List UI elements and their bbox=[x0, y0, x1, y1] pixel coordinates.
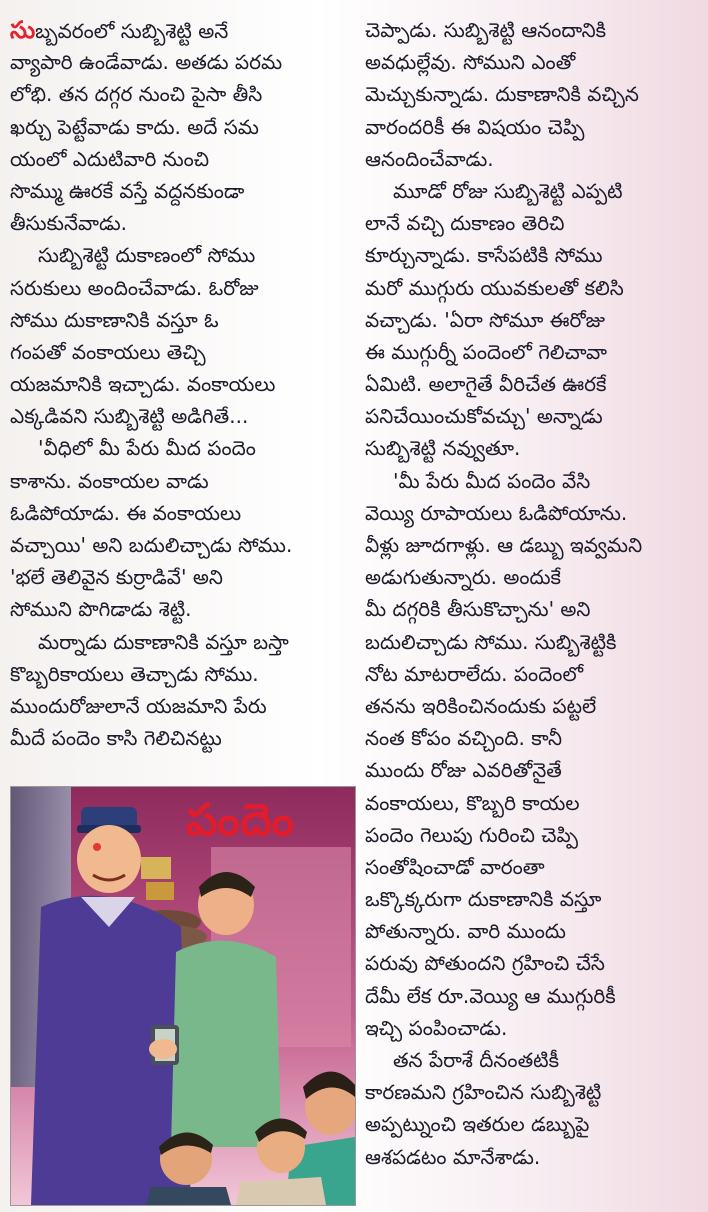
story-line: వంకాయలు, కొబ్బరి కాయల bbox=[365, 790, 580, 815]
story-line: తీసుకునేవాడు. bbox=[10, 211, 128, 236]
story-line: యంలో ఎదుటివారి నుంచి bbox=[10, 146, 210, 171]
story-line: ఆనందించేవాడు. bbox=[365, 146, 494, 171]
story-line: ఎక్కడివని సుబ్బిశెట్టి అడిగితే... bbox=[10, 404, 249, 429]
story-line: సరుకులు అందించేవాడు. ఓరోజు bbox=[10, 275, 259, 300]
story-line: సంతోషించాడో వారంతా bbox=[365, 854, 545, 879]
story-line: పరువు పోతుందని గ్రహించి చేసే bbox=[365, 951, 605, 976]
story-line: ఆశపడటం మానేశాడు. bbox=[365, 1144, 541, 1169]
first-line-rest: బ్బవరంలో సుబ్బిశెట్టి అనే bbox=[35, 19, 229, 43]
story-line: మెచ్చుకున్నాడు. దుకాణానికి వచ్చిన bbox=[365, 82, 639, 107]
story-line: ముందురోజులానే యజమాని పేరు bbox=[10, 693, 267, 718]
story-line: అవధుల్లేవు. సోముని ఎంతో bbox=[365, 50, 576, 75]
story-line: ఏమిటి. అలాగైతే వీరిచేత ఊరకే bbox=[365, 372, 607, 397]
story-line: పనిచేయించుకోవచ్చు' అన్నాడు bbox=[365, 404, 603, 429]
story-line: వీళ్లు జూదగాళ్లు. ఆ డబ్బు ఇవ్వమని bbox=[365, 533, 643, 557]
story-title: పందెం bbox=[186, 795, 295, 846]
story-line: బదులిచ్చాడు సోము. సుబ్బిశెట్టికి bbox=[365, 629, 617, 654]
story-line: తన పేరాశే దీనంతటికీ bbox=[393, 1048, 560, 1072]
story-line: నంత కోపం వచ్చింది. కానీ bbox=[365, 726, 563, 751]
story-line: తనను ఇరికించినందుకు పట్టలే bbox=[365, 693, 597, 718]
story-line: కొబ్బరికాయలు తెచ్చాడు సోము. bbox=[10, 661, 259, 686]
story-line: ఒక్కొక్కరుగా దుకాణానికి వస్తూ bbox=[365, 887, 602, 912]
story-line: 'వీధిలో మీ పేరు మీద పందెం bbox=[38, 436, 256, 461]
story-line: మరో ముగ్గురు యువకులతో కలిసి bbox=[365, 275, 624, 300]
story-line: అప్పట్నుంచి ఇతరుల డబ్బుపై bbox=[365, 1112, 590, 1137]
story-line: ఓడిపోయాడు. ఈ వంకాయలు bbox=[10, 500, 242, 525]
story-line: సోము దుకాణానికి వస్తూ ఓ bbox=[10, 307, 219, 332]
story-illustration bbox=[10, 786, 356, 1206]
story-line: కాశాను. వంకాయల వాడు bbox=[10, 468, 209, 493]
story-line: గంపతో వంకాయలు తెచ్చి bbox=[10, 339, 206, 364]
story-line: యజమానికి ఇచ్చాడు. వంకాయలు bbox=[10, 372, 276, 397]
story-line: సోముని పొగిడాడు శెట్టి. bbox=[10, 597, 192, 622]
story-line: చెప్పాడు. సుబ్బిశెట్టి ఆనందానికి bbox=[365, 18, 607, 42]
story-line: మీదే పందెం కాసి గెలిచినట్టు bbox=[10, 726, 222, 751]
story-line: 'భలే తెలివైన కుర్రాడివే' అని bbox=[10, 565, 223, 590]
story-line: కూర్చున్నాడు. కాసేపటికి సోము bbox=[365, 243, 603, 268]
drop-cap: సు bbox=[10, 16, 36, 44]
story-line: వ్యాపారి ఉండేవాడు. అతడు పరమ bbox=[10, 50, 283, 75]
story-line: దేమీ లేక రూ.వెయ్యి ఆ ముగ్గురికీ bbox=[365, 983, 616, 1008]
story-line: ఈ ముగ్గుర్నీ పందెంలో గెలిచావా bbox=[365, 339, 607, 364]
story-line-1 bbox=[10, 14, 350, 46]
story-line: లానే వచ్చి దుకాణం తెరిచి bbox=[365, 211, 565, 236]
story-line: 'మీ పేరు మీద పందెం వేసి bbox=[393, 468, 591, 493]
story-line: పందెం గెలుపు గురించి చెప్పి bbox=[365, 822, 578, 847]
story-line: పోతున్నారు. వారి ముందు bbox=[365, 919, 566, 944]
story-line: నోట మాటరాలేదు. పందెంలో bbox=[365, 661, 584, 686]
story-line: సుబ్బిశెట్టి నవ్వుతూ. bbox=[365, 436, 521, 461]
story-line: లోభి. తన దగ్గర నుంచి పైసా తీసి bbox=[10, 82, 263, 107]
story-line: మర్నాడు దుకాణానికి వస్తూ బస్తా bbox=[38, 629, 289, 654]
story-line: సొమ్ము ఊరకే వస్తే వద్దనకుండా bbox=[10, 178, 245, 203]
story-line: వచ్చాయి' అని బదులిచ్చాడు సోము. bbox=[10, 533, 293, 557]
story-line: వెయ్యి రూపాయలు ఓడిపోయాను. bbox=[365, 500, 628, 525]
story-line: మీ దగ్గరికి తీసుకొచ్చాను' అని bbox=[365, 597, 591, 622]
story-line: వారందరికీ ఈ విషయం చెప్పి bbox=[365, 114, 585, 139]
story-line: ముందు రోజు ఎవరితోనైతే bbox=[365, 758, 562, 783]
story-line: అడుగుతున్నారు. అందుకే bbox=[365, 565, 561, 590]
left-column bbox=[10, 14, 350, 754]
right-column bbox=[365, 14, 700, 1173]
story-line: ఇచ్చి పంపించాడు. bbox=[365, 1015, 508, 1040]
story-line: సుబ్బిశెట్టి దుకాణంలో సోము bbox=[38, 243, 256, 268]
story-line: కారణమని గ్రహించిన సుబ్బిశెట్టి bbox=[365, 1080, 602, 1105]
story-line: ఖర్చు పెట్టేవాడు కాదు. అదే సమ bbox=[10, 114, 259, 139]
story-line: వచ్చాడు. 'ఏరా సోమూ ఈరోజు bbox=[365, 307, 605, 332]
story-line: మూడో రోజు సుబ్బిశెట్టి ఎప్పటి bbox=[393, 178, 623, 203]
